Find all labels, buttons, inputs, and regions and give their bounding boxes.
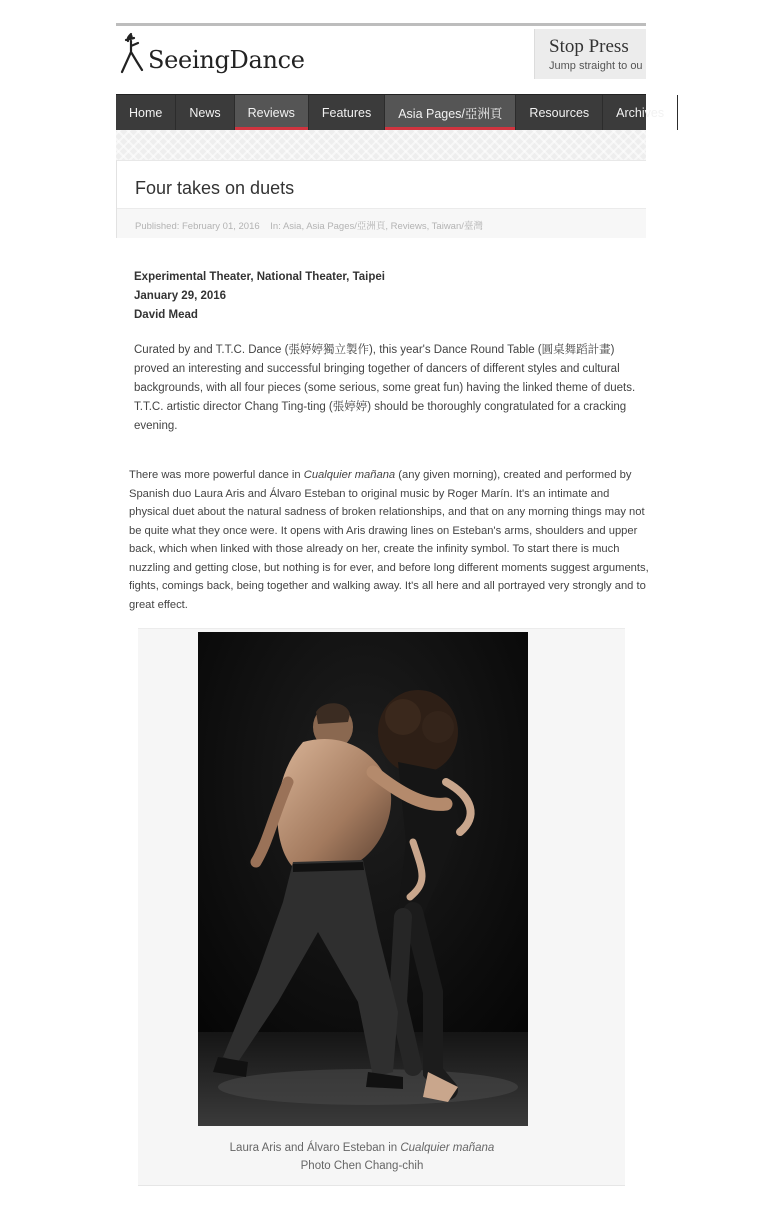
nav-item-features[interactable] (309, 95, 385, 130)
nav-label: Asia Pages/亞洲頁 (398, 106, 503, 121)
article-title: Four takes on duets (135, 178, 295, 198)
caption-text: Laura Aris and Álvaro Esteban in (229, 1142, 401, 1154)
nav-label: Resources (529, 105, 590, 120)
dancers-photo-illustration (198, 632, 528, 1126)
venue: Experimental Theater, National Theater, Taipei (134, 271, 385, 283)
nav-item-home[interactable] (116, 95, 176, 130)
work-title: Cualquier mañana (303, 469, 396, 481)
paragraph-intro: Curated by and T.T.C. Dance (張婷婷獨立製作), this year's Dance Round Table (圓桌舞蹈計畫) proved an interesting and successful bringing together of dancers of different styles and cultural backgrounds, with all four pieces (some serious, some great fun) having the linked theme of duets. T.T.C. artistic director Chang Ting-ting (張婷婷) should be thoroughly congratulated for a cracking evening. (134, 344, 636, 432)
nav-item-archives[interactable] (603, 95, 678, 130)
performance-date: January 29, 2016 (134, 290, 227, 302)
article-header (116, 160, 646, 238)
dance-photo (198, 632, 528, 1126)
nav-item-reviews[interactable] (235, 95, 309, 130)
top-rule (116, 23, 646, 26)
article-categories[interactable]: In: Asia, Asia Pages/亞洲頁, Reviews, Taiwan/臺灣 (270, 221, 483, 232)
caption-line (138, 1139, 586, 1157)
article-figure (138, 628, 625, 1186)
nav-label: News (189, 105, 221, 120)
published-date: Published: February 01, 2016 (135, 221, 260, 232)
nav-label: Archives (616, 105, 665, 120)
caption-work-title: Cualquier mañana (400, 1142, 495, 1154)
article-credits (134, 268, 385, 325)
dancer-logo-icon (118, 32, 150, 76)
figure-caption (138, 1139, 586, 1175)
site-logo[interactable] (118, 32, 308, 80)
nav-item-asia-pages[interactable] (385, 95, 516, 130)
paragraph-text: (any given morning), created and performed by Spanish duo Laura Aris and Álvaro Esteban to original music by Roger Marín. It's an intimate and physical duet about the natural sadness of broken relationships, and that on any morning things may not be quite what they once were. It opens with Aris drawing lines on Esteban's arms, shoulders and upper back, which when linked with those already on her, create the infinity symbol. To start there is much nuzzling and getting close, but nothing is for ever, and before long different moments suggest arguments, fights, comings back, being together and walking away. It's all here and all portrayed very strongly and to great effect. (129, 469, 649, 611)
photo-credit: Photo Chen Chang-chih (300, 1160, 424, 1172)
author: David Mead (134, 309, 198, 321)
paragraph-review (129, 466, 649, 614)
main-nav (116, 94, 665, 130)
nav-label: Home (129, 105, 163, 120)
nav-item-resources[interactable] (516, 95, 603, 130)
article-meta-bar (117, 208, 646, 238)
stop-press-banner[interactable] (534, 29, 646, 79)
logo-text: SeeingDance (148, 46, 305, 74)
nav-item-news[interactable] (176, 95, 234, 130)
decorative-pattern-band (116, 130, 646, 160)
nav-label: Reviews (247, 105, 295, 120)
article-meta (135, 218, 483, 232)
stop-press-title: Stop Press (549, 36, 629, 57)
stop-press-subtitle: Jump straight to ou (549, 60, 643, 72)
nav-label: Features (321, 105, 372, 120)
paragraph-text: There was more powerful dance in (129, 469, 304, 481)
